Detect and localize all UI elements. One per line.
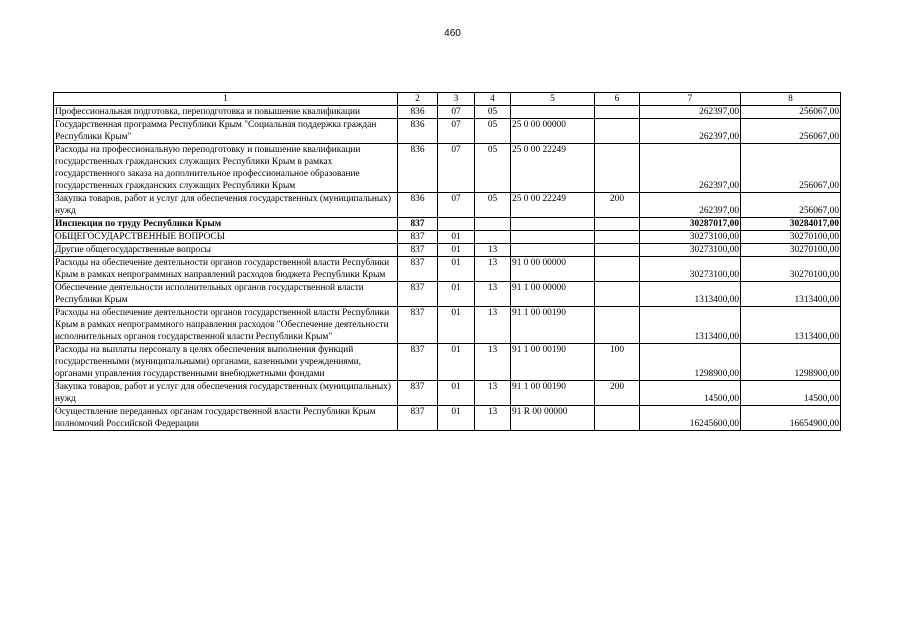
table-row <box>54 193 841 218</box>
row-type-cell <box>595 106 640 119</box>
row-code-cell: 836 <box>398 193 438 218</box>
row-type-cell <box>595 144 640 193</box>
table-row <box>54 119 841 144</box>
table-row <box>54 381 841 406</box>
row-amount-cell: 30273100,00 <box>640 231 741 244</box>
header-cell: 1 <box>54 93 398 106</box>
row-amount-cell: 1313400,00 <box>640 307 741 344</box>
row-subsection-cell: 13 <box>475 257 511 282</box>
row-target-cell: 91 1 00 00190 <box>511 307 595 344</box>
row-type-cell <box>595 119 640 144</box>
row-type-cell <box>595 307 640 344</box>
row-amount-cell: 30287017,00 <box>640 218 741 231</box>
row-target-cell <box>511 106 595 119</box>
row-subsection-cell: 13 <box>475 282 511 307</box>
header-cell: 7 <box>640 93 741 106</box>
row-target-cell: 91 1 00 00190 <box>511 381 595 406</box>
row-amount-cell: 16245600,00 <box>640 406 741 431</box>
row-type-cell <box>595 406 640 431</box>
row-target-cell: 91 1 00 00000 <box>511 282 595 307</box>
row-name-cell: Расходы на профессиональную переподготовку и повышение квалификации государственных гражданских служащих Республики Крым в рамках государственного заказа на дополнительное профессиональное образование государственных гражданских служащих Республики Крым <box>54 144 398 193</box>
row-section-cell: 01 <box>438 231 475 244</box>
row-subsection-cell: 13 <box>475 381 511 406</box>
row-name-cell: Осуществление переданных органам государственной власти Республики Крым полномочий Российской Федерации <box>54 406 398 431</box>
row-section-cell: 07 <box>438 193 475 218</box>
row-code-cell: 837 <box>398 257 438 282</box>
row-section-cell: 07 <box>438 144 475 193</box>
row-amount-cell: 262397,00 <box>640 106 741 119</box>
table-row <box>54 231 841 244</box>
row-amount-cell: 30270100,00 <box>741 257 841 282</box>
row-section-cell: 01 <box>438 406 475 431</box>
row-code-cell: 837 <box>398 307 438 344</box>
row-target-cell: 91 0 00 00000 <box>511 257 595 282</box>
row-subsection-cell: 05 <box>475 193 511 218</box>
row-amount-cell: 262397,00 <box>640 144 741 193</box>
row-amount-cell: 16654900,00 <box>741 406 841 431</box>
row-name-cell: Профессиональная подготовка, переподготовка и повышение квалификации <box>54 106 398 119</box>
table-row <box>54 244 841 257</box>
row-code-cell: 836 <box>398 119 438 144</box>
row-subsection-cell: 13 <box>475 307 511 344</box>
row-type-cell <box>595 231 640 244</box>
header-cell: 5 <box>511 93 595 106</box>
table-row <box>54 406 841 431</box>
row-code-cell: 836 <box>398 144 438 193</box>
row-amount-cell: 30270100,00 <box>741 244 841 257</box>
row-amount-cell: 30284017,00 <box>741 218 841 231</box>
row-name-cell: Закупка товаров, работ и услуг для обеспечения государственных (муниципальных) нужд <box>54 381 398 406</box>
row-type-cell <box>595 257 640 282</box>
row-target-cell: 91 R 00 00000 <box>511 406 595 431</box>
row-subsection-cell: 05 <box>475 106 511 119</box>
row-name-cell: Инспекция по труду Республики Крым <box>54 218 398 231</box>
row-name-cell: Расходы на выплаты персоналу в целях обеспечения выполнения функций государственными (муниципальными) органами, казенными учреждениями, органами управления государственными внебюджетными фондами <box>54 344 398 381</box>
row-target-cell: 91 1 00 00190 <box>511 344 595 381</box>
row-target-cell: 25 0 00 00000 <box>511 119 595 144</box>
row-amount-cell: 1313400,00 <box>640 282 741 307</box>
row-amount-cell: 30273100,00 <box>640 257 741 282</box>
row-code-cell: 837 <box>398 231 438 244</box>
table-row <box>54 344 841 381</box>
row-section-cell <box>438 218 475 231</box>
row-target-cell <box>511 218 595 231</box>
row-subsection-cell: 13 <box>475 344 511 381</box>
row-section-cell: 01 <box>438 344 475 381</box>
row-target-cell: 25 0 00 22249 <box>511 193 595 218</box>
row-amount-cell: 262397,00 <box>640 119 741 144</box>
row-amount-cell: 256067,00 <box>741 144 841 193</box>
header-cell: 3 <box>438 93 475 106</box>
row-section-cell: 01 <box>438 257 475 282</box>
row-code-cell: 837 <box>398 282 438 307</box>
table-row <box>54 144 841 193</box>
row-section-cell: 01 <box>438 307 475 344</box>
row-code-cell: 837 <box>398 406 438 431</box>
row-amount-cell: 1298900,00 <box>640 344 741 381</box>
header-cell: 4 <box>475 93 511 106</box>
table-row <box>54 307 841 344</box>
page-number: 460 <box>444 28 461 39</box>
row-subsection-cell: 13 <box>475 406 511 431</box>
row-target-cell: 25 0 00 22249 <box>511 144 595 193</box>
row-type-cell <box>595 244 640 257</box>
row-target-cell <box>511 244 595 257</box>
row-amount-cell: 256067,00 <box>741 106 841 119</box>
row-amount-cell: 1313400,00 <box>741 282 841 307</box>
row-code-cell: 837 <box>398 344 438 381</box>
row-amount-cell: 1298900,00 <box>741 344 841 381</box>
table-row <box>54 282 841 307</box>
row-amount-cell: 30270100,00 <box>741 231 841 244</box>
row-subsection-cell <box>475 231 511 244</box>
row-section-cell: 01 <box>438 282 475 307</box>
row-subsection-cell: 05 <box>475 119 511 144</box>
row-subsection-cell: 13 <box>475 244 511 257</box>
row-section-cell: 01 <box>438 381 475 406</box>
row-code-cell: 837 <box>398 218 438 231</box>
header-cell: 2 <box>398 93 438 106</box>
table-row <box>54 106 841 119</box>
row-code-cell: 837 <box>398 244 438 257</box>
budget-table <box>53 92 841 431</box>
row-code-cell: 837 <box>398 381 438 406</box>
table-row <box>54 218 841 231</box>
row-type-cell <box>595 218 640 231</box>
row-name-cell: Расходы на обеспечение деятельности органов государственной власти Республики Крым в рамках непрограммных направлений расходов бюджета Республики Крым <box>54 257 398 282</box>
row-type-cell: 200 <box>595 381 640 406</box>
table-header-row <box>54 93 841 106</box>
row-amount-cell: 256067,00 <box>741 119 841 144</box>
row-section-cell: 01 <box>438 244 475 257</box>
header-cell: 6 <box>595 93 640 106</box>
row-amount-cell: 30273100,00 <box>640 244 741 257</box>
row-amount-cell: 14500,00 <box>640 381 741 406</box>
row-name-cell: ОБЩЕГОСУДАРСТВЕННЫЕ ВОПРОСЫ <box>54 231 398 244</box>
row-amount-cell: 262397,00 <box>640 193 741 218</box>
row-name-cell: Другие общегосударственные вопросы <box>54 244 398 257</box>
row-type-cell <box>595 282 640 307</box>
header-cell: 8 <box>741 93 841 106</box>
row-name-cell: Закупка товаров, работ и услуг для обеспечения государственных (муниципальных) нужд <box>54 193 398 218</box>
row-type-cell: 200 <box>595 193 640 218</box>
row-name-cell: Государственная программа Республики Крым "Социальная поддержка граждан Республики Крым" <box>54 119 398 144</box>
row-subsection-cell <box>475 218 511 231</box>
row-section-cell: 07 <box>438 106 475 119</box>
row-amount-cell: 1313400,00 <box>741 307 841 344</box>
row-name-cell: Обеспечение деятельности исполнительных органов государственной власти Республики Крым <box>54 282 398 307</box>
row-type-cell: 100 <box>595 344 640 381</box>
row-section-cell: 07 <box>438 119 475 144</box>
row-amount-cell: 256067,00 <box>741 193 841 218</box>
row-name-cell: Расходы на обеспечение деятельности органов государственной власти Республики Крым в рамках непрограммного направления расходов "Обеспечение деятельности исполнительных органов государственной власти Республики Крым" <box>54 307 398 344</box>
table-row <box>54 257 841 282</box>
row-subsection-cell: 05 <box>475 144 511 193</box>
row-target-cell <box>511 231 595 244</box>
row-code-cell: 836 <box>398 106 438 119</box>
row-amount-cell: 14500,00 <box>741 381 841 406</box>
